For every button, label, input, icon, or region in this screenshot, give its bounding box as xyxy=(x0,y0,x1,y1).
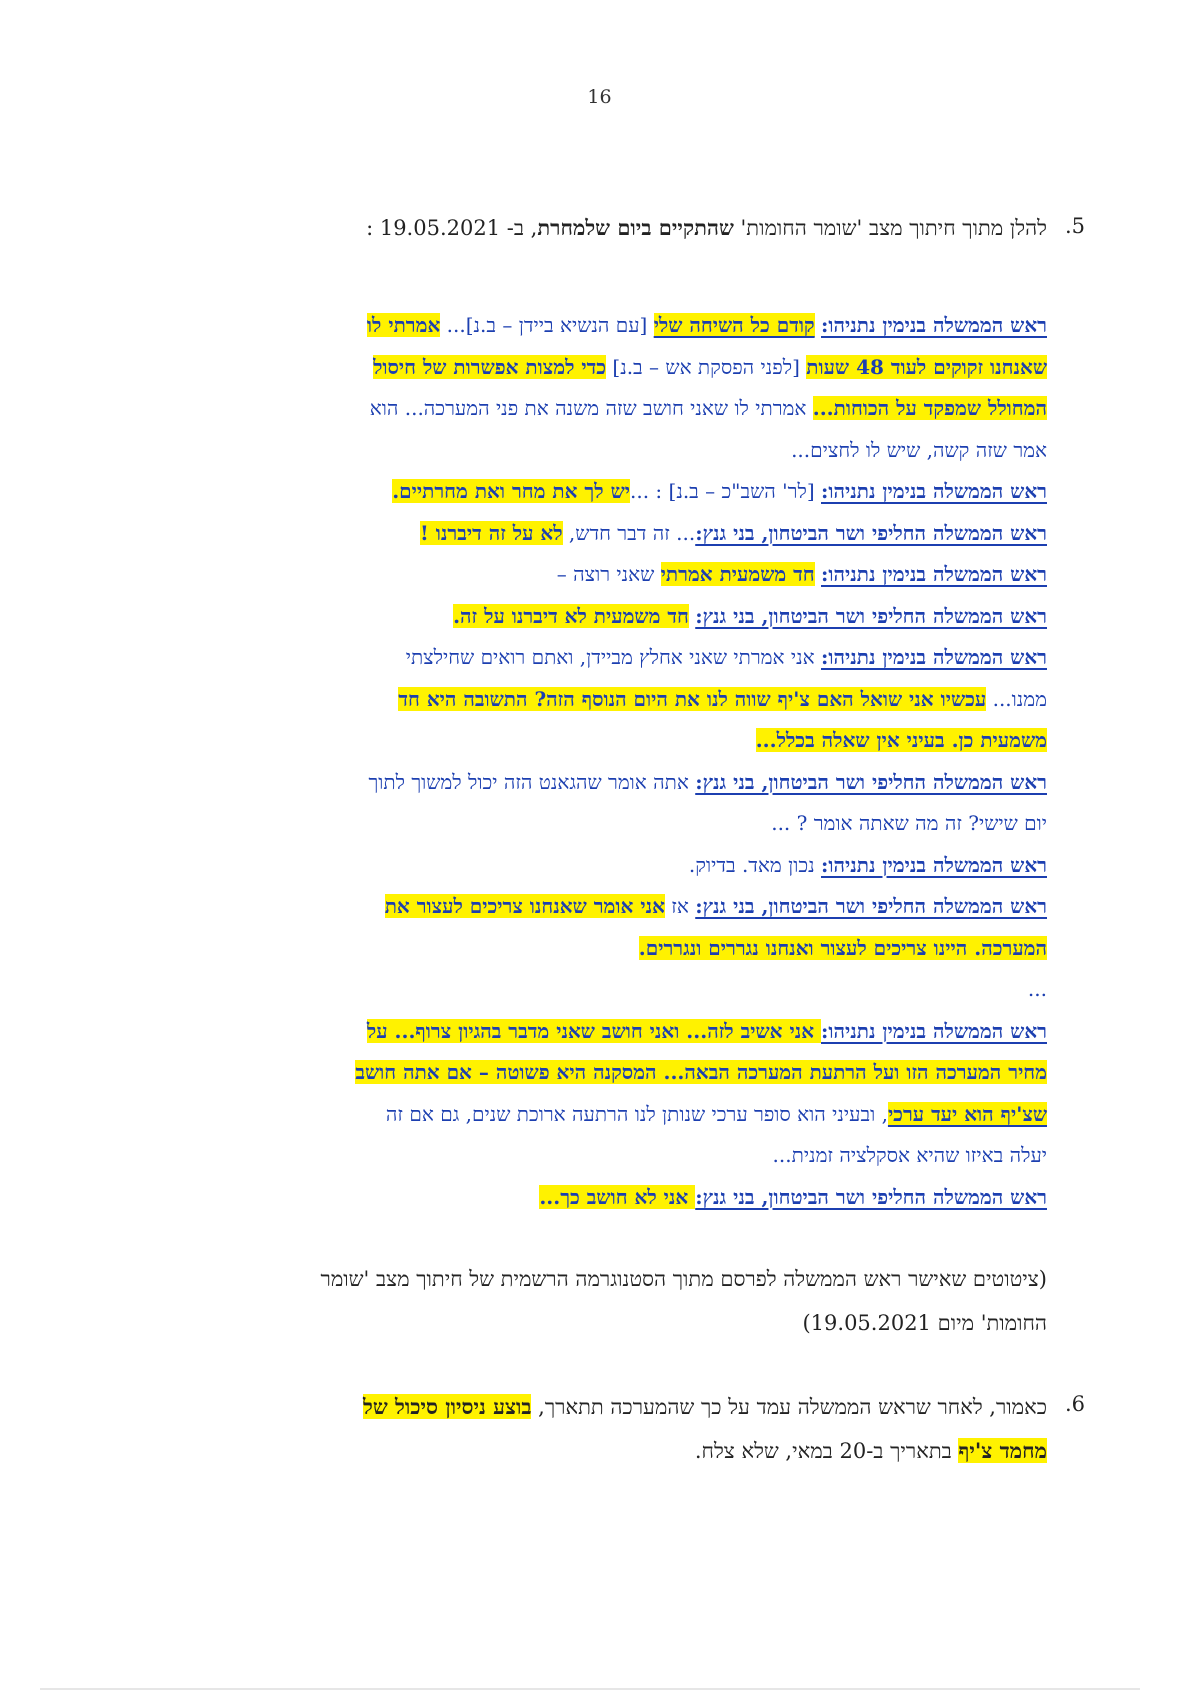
highlighted-quote: כדי למצות אפשרות של חיסול xyxy=(373,354,607,379)
transcript-quote-block xyxy=(152,305,1047,1218)
transcript-line xyxy=(152,679,1047,721)
highlighted-quote: עכשיו אני שואל האם צ'יף שווה לנו את היום הנוסף הזה? התשובה היא חד xyxy=(398,686,987,711)
transcript-line xyxy=(152,430,1047,472)
transcript-text: יום שישי? זה מה שאתה אומר ? ... xyxy=(771,811,1047,835)
transcript-line xyxy=(152,513,1047,555)
highlighted-quote: אני לא חושב כך... xyxy=(539,1184,696,1209)
transcript-text: נכון מאד. בדיוק. xyxy=(688,852,821,877)
highlighted-quote: אמרתי לו xyxy=(366,313,441,337)
transcript-line xyxy=(152,886,1047,928)
transcript-text: [לר' השב"כ – ב.נ] : ... xyxy=(629,479,821,503)
highlighted-quote: לא על זה דיברנו ! xyxy=(420,520,563,545)
speaker-netanyahu: ראש הממשלה בנימין נתניהו: xyxy=(821,313,1047,337)
highlighted-quote: חד משמעית אמרתי xyxy=(660,562,815,586)
paragraph-6-text-end: בתאריך ב-20 במאי, שלא צלח. xyxy=(694,1439,959,1463)
transcript-line xyxy=(152,637,1047,679)
transcript-line xyxy=(152,596,1047,638)
transcript-text: יעלה באיזו שהיא אסקלציה זמנית... xyxy=(772,1143,1047,1167)
speaker-netanyahu: ראש הממשלה בנימין נתניהו: xyxy=(821,1018,1047,1043)
transcript-line xyxy=(152,1177,1047,1219)
transcript-text: [עם הנשיא ביידן – ב.נ]... xyxy=(440,313,654,337)
speaker-gantz: ראש הממשלה החליפי ושר הביטחון, בני גנץ: xyxy=(695,520,1047,545)
speaker-netanyahu: ראש הממשלה בנימין נתניהו: xyxy=(821,562,1047,586)
paragraph-5-text: להלן מתוך חיתוך מצב 'שומר החומות' xyxy=(733,216,1047,240)
speaker-netanyahu: ראש הממשלה בנימין נתניהו: xyxy=(821,479,1047,503)
paragraph-6: 6. כאמור, לאחר שראש הממשלה עמד על כך שהמערכה תתארך, בוצע ניסיון סיכול של מחמד צ'יף בתאריך ב-20 במאי, שלא צלח. xyxy=(363,1392,1085,1463)
highlighted-quote: יש לך את מחר ואת מחרתיים. xyxy=(392,479,630,503)
transcript-line xyxy=(152,1011,1047,1053)
speaker-gantz: ראש הממשלה החליפי ושר הביטחון, בני גנץ: xyxy=(695,603,1047,628)
highlighted-quote: המערכה. היינו צריכים לעצור ואנחנו נגררים ונגררים. xyxy=(638,935,1047,960)
highlighted-quote: משמעית כן. בעיני אין שאלה בכלל... xyxy=(755,728,1047,752)
highlighted-quote: חד משמעית לא דיברנו על זה. xyxy=(453,603,689,628)
paragraph-5: 5. להלן מתוך חיתוך מצב 'שומר החומות' שהתקיים ביום שלמחרת, ב- 19.05.2021 : xyxy=(366,214,1085,240)
transcript-line xyxy=(152,471,1047,513)
highlighted-quote: שצ'יף הוא יעד ערכי xyxy=(887,1101,1047,1126)
highlighted-quote: המחולל שמפקד על הכוחות... xyxy=(812,396,1047,420)
paragraph-6-text: כאמור, לאחר שראש הממשלה עמד על כך שהמערכה תתארך, xyxy=(531,1395,1047,1419)
transcript-line xyxy=(152,347,1047,389)
transcript-line xyxy=(152,1052,1047,1094)
highlighted-quote: שאנחנו זקוקים לעוד 48 שעות xyxy=(806,354,1047,379)
speaker-gantz: ראש הממשלה החליפי ושר הביטחון, בני גנץ: xyxy=(695,894,1047,918)
paragraph-5-date: , ב- 19.05.2021 : xyxy=(366,216,538,240)
speaker-gantz: ראש הממשלה החליפי ושר הביטחון, בני גנץ: xyxy=(695,1184,1047,1209)
source-note xyxy=(152,1257,1047,1345)
page-number: 16 xyxy=(587,86,612,108)
transcript-line xyxy=(152,1135,1047,1177)
transcript-text: אני אמרתי שאני אחלץ מביידן, ואתם רואים שחילצתי xyxy=(405,645,821,669)
source-note-line: (ציטוטים שאישר ראש הממשלה לפרסם מתוך הסטנוגרמה הרשמית של חיתוך מצב 'שומר xyxy=(320,1267,1047,1291)
transcript-text: ... xyxy=(1027,977,1047,1001)
transcript-text: אז xyxy=(664,894,696,918)
transcript-line xyxy=(152,928,1047,970)
speaker-netanyahu: ראש הממשלה בנימין נתניהו: xyxy=(821,645,1047,669)
scan-edge-line xyxy=(40,1688,1140,1690)
transcript-line xyxy=(152,762,1047,804)
highlighted-quote: אני אומר שאנחנו צריכים לעצור את xyxy=(384,894,665,918)
transcript-line xyxy=(152,845,1047,887)
transcript-text: אמר שזה קשה, שיש לו לחצים... xyxy=(791,437,1047,462)
transcript-text: , ובעיני הוא סופר ערכי שנותן לנו הרתעה ארוכת שנים, גם אם זה xyxy=(385,1101,888,1126)
transcript-text: שאני רוצה – xyxy=(556,562,661,586)
transcript-text: [לפני הפסקת אש – ב.נ] xyxy=(606,354,807,379)
transcript-text: ... זה דבר חדש, xyxy=(562,520,696,545)
transcript-text: אמרתי לו שאני חושב שזה משנה את פני המערכה... הוא xyxy=(369,396,813,420)
speaker-netanyahu: ראש הממשלה בנימין נתניהו: xyxy=(821,852,1047,877)
paragraph-6-highlight-name: מחמד צ'יף xyxy=(958,1438,1047,1463)
transcript-text: ממנו... xyxy=(986,686,1047,711)
transcript-line xyxy=(152,554,1047,596)
transcript-line xyxy=(152,720,1047,762)
transcript-text: אתה אומר שהגאנט הזה יכול למשוך לתוך xyxy=(368,769,696,794)
source-note-line: החומות' מיום 19.05.2021) xyxy=(802,1311,1047,1335)
highlighted-quote: מחיר המערכה הזו ועל הרתעת המערכה הבאה... המסקנה היא פשוטה – אם אתה חושב xyxy=(355,1060,1047,1084)
transcript-line xyxy=(152,1094,1047,1136)
transcript-line xyxy=(152,803,1047,845)
highlighted-quote: קודם כל השיחה שלי xyxy=(653,313,815,337)
transcript-line xyxy=(152,388,1047,430)
speaker-gantz: ראש הממשלה החליפי ושר הביטחון, בני גנץ: xyxy=(695,769,1047,794)
paragraph-6-highlight: בוצע ניסיון סיכול של xyxy=(363,1394,532,1419)
highlighted-quote: אני אשיב לזה... ואני חושב שאני מדבר בהגיון צרוף... על xyxy=(366,1018,821,1043)
transcript-line xyxy=(152,305,1047,347)
transcript-line xyxy=(152,969,1047,1011)
paragraph-5-bold: שהתקיים ביום שלמחרת xyxy=(537,215,734,240)
